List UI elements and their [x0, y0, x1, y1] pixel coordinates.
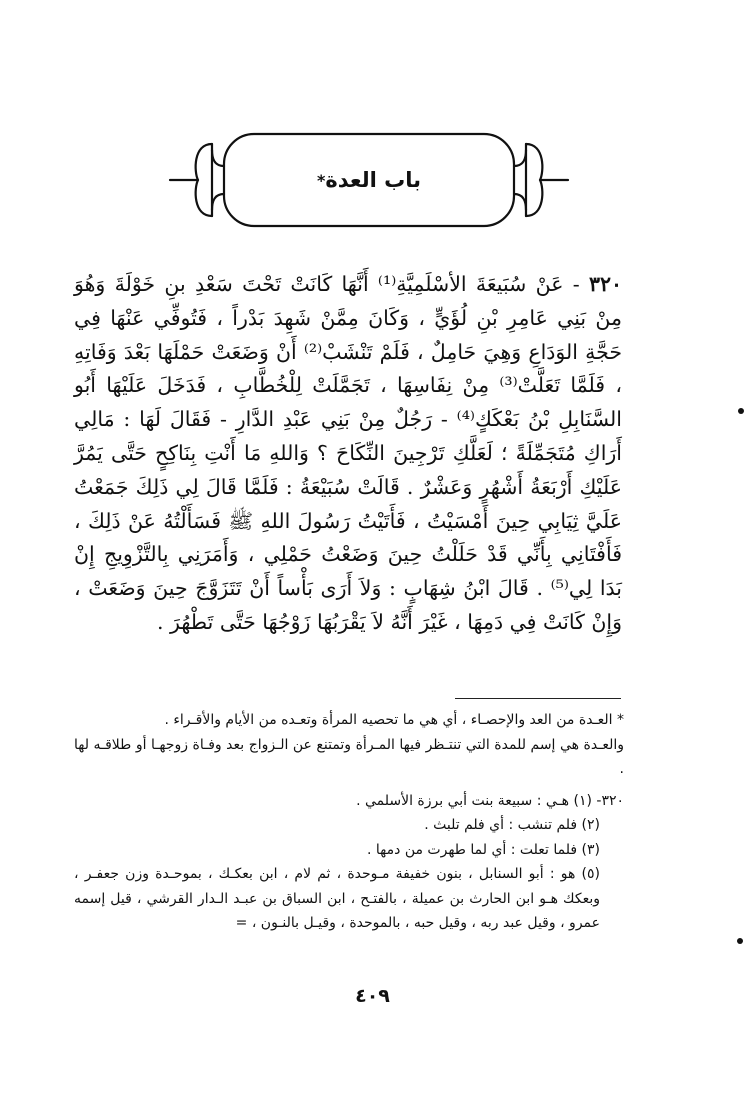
hadith-number: ٣٢٠ [588, 272, 623, 296]
margin-mark [738, 408, 744, 414]
hadith-body [74, 268, 622, 640]
chapter-footnote-marker: * [316, 170, 326, 190]
chapter-title [168, 128, 570, 232]
page-number: ٤٠٩ [355, 985, 390, 1007]
footnote-star-line: والعـدة هي إسم للمدة التي تنتـظر فيها المـرأة وتمتنع عن الـزواج بعد وفـاة زوجهـا أو طلاقـه لها . [74, 736, 624, 777]
footnote-separator [455, 698, 621, 699]
footnote-5: (٥) هو : أبو السنابل ، بنون خفيفة مـوحدة ، ثم لام ، ابن بعكـك ، بموحـدة وزن جعفـر ، وبعكك هـو ابن الحارث بن عميلة ، بالفتـح ، ابن السباق بن عبـد الـدار القرشي ، قيل إسمه عمرو ، وقيل عبد ربه ، وقيل حبه ، بالموحدة ، وقيـل بالنـون ، = [74, 866, 600, 931]
hadith-text: - عَنْ سُبَيعَةَ الأسْلَمِيَّةِ⁽¹⁾ أَنَّهَا كَانَتْ تَحْتَ سَعْدِ بنِ خَوْلَةَ وَهُوَ مِنْ بَنِي عَامِرِ بْنِ لُؤَيٍّ ، وَكَانَ مِمَّنْ شَهِدَ بَدْراً ، فَتُوفِّي عَنْهَا فِي حَجَّةِ الوَدَاعِ وَهِيَ حَامِلٌ ، فَلَمْ تَنْشَبْ⁽²⁾ أَنْ وَضَعَتْ حَمْلَهَا بَعْدَ وَفَاتِهِ ، فَلَمَّا تَعَلَّتْ⁽³⁾ مِنْ نِفَاسِهَا ، تَجَمَّلَتْ لِلْخُطَّابِ ، فَدَخَلَ عَلَيْهَا أَبُو السَّنَابِلِ بْنُ بَعْكَكٍ⁽⁴⁾ - رَجُلٌ مِنْ بَنِي عَبْدِ الدَّارِ - فَقَالَ لَهَا : مَالِي أَرَاكِ مُتَجَمِّلَةً ؛ لَعَلَّكِ تَرْجِينَ النِّكَاحَ ؟ وَاللهِ مَا أَنْتِ بِنَاكِحٍ حَتَّى يَمُرَّ عَلَيْكِ أَرْبَعَةُ أَشْهُرٍ وَعَشْرٌ . قَالَتْ سُبَيْعَةُ : فَلَمَّا قَالَ لِي ذَلِكَ جَمَعْتُ عَلَيَّ ثِيَابِي حِينَ أَمْسَيْتُ ، فَأَتَيْتُ رَسُولَ اللهِ ﷺ فَسَأَلْتُهُ عَنْ ذَلِكَ ، فَأَفْتَانِي بِأَنِّي قَدْ حَلَلْتُ حِينَ وَضَعْتُ حَمْلِي ، وَأَمَرَنِي بِالتَّزْوِيجِ إِنْ بَدَا لِي⁽⁵⁾ . قَالَ ابْنُ شِهَابٍ : وَلاَ أَرَى بَأْساً أَنْ تَتَزَوَّجَ حِينَ وَضَعَتْ ، وَإِنْ كَانَتْ فِي دَمِهَا ، غَيْرَ أَنَّهُ لاَ يَقْرَبُهَا زَوْجُهَا حَتَّى تَطْهُرَ . [74, 272, 623, 634]
footnote-1: ٣٢٠- (١) هـي : سبيعة بنت أبي برزة الأسلمي . [356, 792, 624, 809]
margin-mark [737, 938, 743, 944]
footnote-star-line: * العـدة من العد والإحصـاء ، أي هي ما تحصيه المرأة وتعـده من الأيام والأقـراء . [164, 712, 624, 728]
chapter-title-text: باب العدة [325, 168, 422, 192]
footnote-2: (٢) فلم تنشب : أي فلم تلبث . [424, 817, 600, 833]
footnote-3: (٣) فلما تعلت : أي لما طهرت من دمها . [367, 841, 600, 858]
footnote-star [74, 708, 624, 782]
footnotes [74, 708, 624, 943]
